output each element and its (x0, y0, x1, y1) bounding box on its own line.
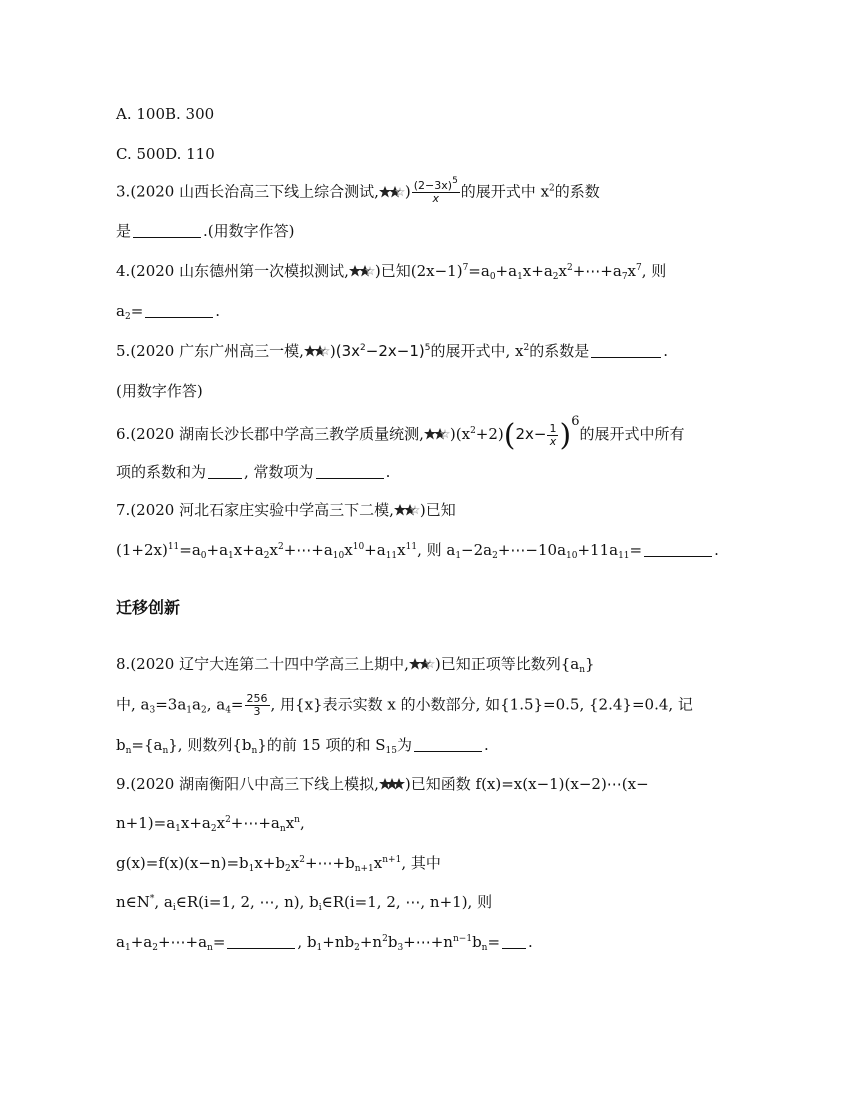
options-line-1: A. 100B. 300 (116, 105, 215, 123)
question-8-line-2: 中, $a_3=3a_1a_2$, $a_4=$ $\frac{256}{3}$ , 用{x}表示实数 x 的小数部分, 如{1.5}=0.5, {2.4}=0.4, 记 (116, 692, 693, 718)
question-number: 7. (116, 501, 131, 519)
question-9-line-4: n∈N*, $a_i\in R(i=1$, 2, ⋯, n), $b_i\in R(i=1$, 2, ⋯, n+1), 则 (116, 893, 493, 913)
section-heading: 迁移创新 (116, 598, 181, 617)
question-7-line-1: 7.(2020 河北石家庄实验中学高三下二模, )已知 (116, 501, 456, 519)
question-source: (2020 山西长治高三下线上综合测试, (130, 182, 379, 201)
question-source: (2020 湖南衡阳八中高三下线上模拟, (130, 775, 379, 793)
answer-blank[interactable] (227, 933, 295, 949)
question-4-line-1: 4.(2020 山东德州第一次模拟测试, )已知$(2x-1)^7=a_0+a_1x+a_2x^2+\cdots+a_7x^7$, 则 (116, 262, 667, 282)
fraction: $\frac{256}{3}$ (246, 692, 268, 718)
options-line-2: C. 500D. 110 (116, 145, 215, 163)
question-number: 4. (116, 262, 131, 280)
question-number: 5. (116, 342, 131, 360)
question-number: 3. (116, 182, 131, 201)
question-source: (2020 广东广州高三一模, (130, 342, 304, 360)
answer-blank[interactable] (133, 222, 201, 238)
two-star-difficulty-icon (304, 344, 330, 358)
answer-blank[interactable] (145, 302, 213, 318)
question-5-line-2: (用数字作答) (116, 382, 203, 400)
answer-blank[interactable] (208, 463, 242, 479)
question-number: 9. (116, 775, 131, 793)
question-8-line-1: 8.(2020 辽宁大连第二十四中学高三上期中, )已知正项等比数列$\{a_n\}$ (116, 655, 595, 675)
three-star-difficulty-icon (379, 777, 405, 791)
question-9-line-3: $g(x)=f(x)(x-n)=b_1x+b_2x^2+\cdots+b_{n+1}x^{n+1}$, 其中 (116, 854, 441, 874)
two-star-difficulty-icon (409, 657, 435, 671)
question-6-line-1: 6.(2020 湖南长沙长郡中学高三教学质量统测, )$(x^2+2)(2x-$ $\frac{1}{x}$ )6的展开式中所有 (116, 414, 685, 453)
two-star-difficulty-icon (394, 503, 420, 517)
answer-blank[interactable] (502, 933, 526, 949)
question-source: (2020 山东德州第一次模拟测试, (130, 262, 349, 280)
question-9-line-2: $n+1)=a_1x+a_2x^2+\cdots+a_nx^n$, (116, 814, 305, 834)
question-number: 8. (116, 655, 131, 673)
question-number: 6. (116, 425, 131, 443)
question-9-line-5: $a_1+a_2+\cdots+a_n=$ , $b_1+nb_2+n^2b_3+\cdots+n^{n-1}b_n=$ . (116, 933, 533, 953)
question-9-line-1: 9.(2020 湖南衡阳八中高三下线上模拟, )已知函数 f(x)=x(x−1)(x−2)⋯(x− (116, 775, 649, 793)
question-source: (2020 河北石家庄实验中学高三下二模, (130, 501, 394, 519)
answer-blank[interactable] (414, 736, 482, 752)
question-7-line-2: $(1+2x)^{11}=a_0+a_1x+a_2x^2+\cdots+a_{10}x^{10}+a_{11}x^{11}$, 则 $a_1-2a_2+\cdots-10a_{10}+11a_{11}=$ . (116, 541, 719, 561)
question-5-line-1: 5.(2020 广东广州高三一模, )$(3x^2-2x-1)^5$的展开式中, $x^2$的系数是 . (116, 342, 668, 360)
fraction: $\frac{(2-3x)^5}{x}$ (413, 176, 458, 205)
answer-blank[interactable] (644, 541, 712, 557)
question-8-line-3: $b_n=\{a_n\}$, 则数列$\{b_n\}$的前 15 项的和 $S_{15}$为 . (116, 736, 489, 756)
question-source: (2020 辽宁大连第二十四中学高三上期中, (130, 655, 409, 673)
fraction: $\frac{1}{x}$ (549, 421, 557, 448)
two-star-difficulty-icon (424, 427, 450, 441)
two-star-difficulty-icon (349, 264, 375, 278)
answer-blank[interactable] (591, 342, 661, 358)
question-3-line-2: 是 .(用数字作答) (116, 222, 295, 240)
question-source: (2020 湖南长沙长郡中学高三教学质量统测, (130, 425, 424, 443)
question-3-line-1: 3.(2020 山西长治高三下线上综合测试, ) $\frac{(2-3x)^5}{x}$ 的展开式中 $x^2$的系数 (116, 176, 600, 205)
answer-blank[interactable] (316, 463, 384, 479)
two-star-difficulty-icon (379, 185, 405, 199)
question-6-line-2: 项的系数和为 , 常数项为 . (116, 463, 391, 481)
question-4-line-2: $a_2=$ . (116, 302, 221, 322)
